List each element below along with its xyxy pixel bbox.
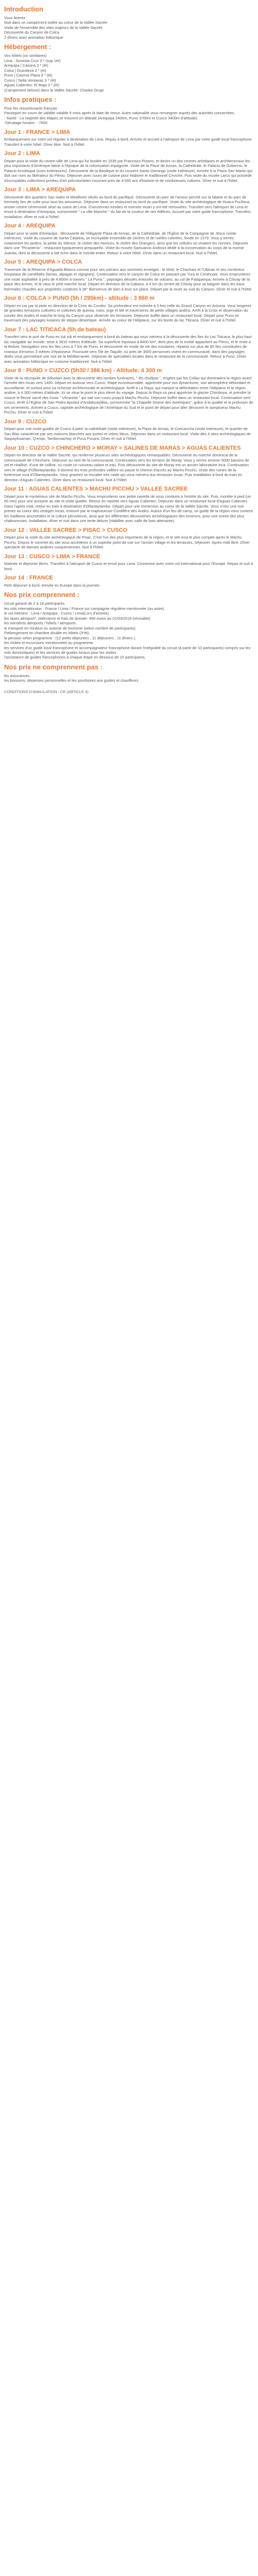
day-description: Départ pour la visite d'Arequipa : découverte de l'élégante Plaza de Armas, de la Cathédrale, de l'Église de la Compagnie de Jésus (visite intérieure). Visite du couvent de Santa Catalina, un incroyable ensemble de cloîtres et de ruelles colorées, fondé en 1579. Vous y verrez notamment les jardins, la petite du Silence, le cloître des Novices, le cloître des Orangers, ainsi que les cellules où vivaient les nonnes. Déjeuner dans une "Picantería" : restaurant typiquement arequipeño. Visite du musée Santuarios Andinos dédié à la conservation du corps de la momie Juanita, dont la découverte a fait écho dans le monde entier. Retour à votre hôtel. Dîner dans un restaurant local. Nuit à l'hôtel. [4,231,249,255]
day-block-8 [4,367,254,415]
day-title: Jour 7 : LAC TITICACA (5h de bateau) [4,326,106,333]
day-title: Jour 14 : FRANCE [4,575,53,581]
day-block-11 [4,486,254,523]
intro-line: Vous ânerez : [4,15,28,20]
cancellation-conditions: CONDITIONS D'ANNULATION : CR (ARTICLE 4) [4,689,89,694]
included-item: le transport en minibus ou autocar de tourisme (selon nombre de participants). [4,625,137,631]
infos-section [4,96,254,126]
day-block-6 [4,295,254,323]
day-title: Jour 4 : AREQUIPA [4,223,56,229]
hotel-line: Aguas Calientes: El Mapi 3 * (ét) [4,83,59,88]
hotel-line: (Campement deluxe) dans la Vallée Sacrée: Chaska Ocupi [4,87,104,93]
day-title: Jour 6 : COLCA > PUNO (5h / 295km) - altitude : 3 860 m [4,295,155,302]
info-line: - Santé : La majorité des étapes se trouvent en altitude (Arequipa 2400m, Puno 3700m et Cusco 3400m d'altitude) [4,115,198,120]
day-description: Départ en direction de la Vallée Sacrée, qui renferme plusieurs sites archéologiques remarquables. Découverte du marché dominical de la communauté de Chinchero. Déjeuner au sein de la communauté. Continuation vers les terrains de Moray. Vous y verrez environ 5000 bassins de sel et nitallisé, d'une de colline, où coule un ruisseau salant et eau. Puis découverte du site de Moray est un ancien laboratoire inca. Continuation vers le village d'Ollantaytambo. Il domine les trois profondes vallées où passe le chemin d'accès au Machu Picchu. Visite des ruines de la forteresse inca d'Ollantaytambo. Vous gravirez un escalier très raide qui vous mènera aux terrasses Incas. Puis installation à bord du train en direction d'Aguas Calientes. Dîner dans un restaurant local. Nuit à l'hôtel. [4,453,249,482]
price-excludes-heading: Nos prix ne comprennent pas : [4,663,103,671]
day-description: Départ en car par la piste en direction de la Croix du Condor. Sa profondeur est estimée à 3 fois celle du Grand Canyon en Arizona. Vous longerez de grandes terrasses cultivées et cultivées de quinoa, maïs, orge et blé et traverserez de petits villages andins. Arrêt à la Croix et observation du condor des Andes et marche le long du Canyon pour observer les terrasses. Déjeuner buffet dans un restaurant local. Départ pour Puno en traversant des paysages lunaires de steppe désertique. Arrivée au coeur de l'Altiplano, sur les bords du lac Titicaca. Dîner et nuit à l'hôtel. [4,303,252,323]
hotel-line: Colca | Grandeza 3 * (ét) [4,68,46,73]
included-item: circuit garanti de 2 à 18 participants. [4,601,66,606]
day-title: Jour 2 : LIMA [4,150,40,157]
day-description: Transfert vers le port de Puno en tuk tuk et embarquement à bord du bateau qui vous mènera à la découverte des îles du Lac Titicaca, le plus haut lac navigable au monde, situé à 3810 mètres d'altitude. Sa superficie équivaut à 8400 km², dont plus de la moitié appartient au Pérou, et le reste à la Bolivie. Navigation vers les îles Uros à 7 km de Puno, et découverte du mode de vie des insulaires, répartis sur plus de 60 îles constituées de roseaux d'environ 3 mètres d'épaisseur. Poursuite vers l'île de Taquile, où près de 3000 personnes vivent en communauté, dans des paysages dotés vous permettant une vue de la Méditerranée. Déjeuner de spécialités locales dans le restaurant de la communauté. Retour à Puno. Dîner avec animation folklorique en costume traditionnel. Nuit à l'hôtel. [4,334,252,364]
day-block-4 [4,223,254,255]
day-description: Petit déjeuner à bord. Arrivée en Europe dans la journée. [4,582,101,588]
day-block-7 [4,327,254,364]
day-description: Embarquement sur votre vol régulier à destination de Lima. Repas à bord. Arrivée et accueil à l'aéroport de Lima par votre guide local francophone. Transfert à votre hôtel. Dîner libre. Nuit à l'hôtel. [4,137,253,147]
intro-line: Nuit dans un campement isolée au coeur de la Vallée Sacrée [4,20,107,25]
excluded-item: les boissons, dépenses personnelles et les pourboires aux guides et chauffeurs. [4,678,139,683]
hebergement-heading: Hébergement : [4,43,52,51]
day-title: Jour 9 : CUZCO [4,418,46,425]
day-title: Jour 8 : PUNO > CUZCO (5h30 / 386 km) - Altitude: 4 300 m [4,367,162,374]
infos-heading: Infos pratiques : [4,95,57,103]
hotel-line: Arequipa | Casona 3 * (ét) [4,63,49,68]
included-item: les transferts aéroports / hôtels / aéroports. [4,621,77,626]
day-block-3 [4,187,254,219]
included-item: les visites et excursions mentionnées au programme. [4,640,94,646]
intro-line: 2 dîners avec animation folklorique [4,35,63,40]
day-title: Jour 10 : CUZCO > CHINCHERO > MORAY > SALINES DE MARAS > AGUAS CALIENTES [4,444,241,451]
included-item: les taxes aéroport*, redevance et frais de dossier: 490 euros au 01/03/2019 (révisable) [4,616,151,621]
included-item: les vols internationaux : France / Lima / France sur compagnie régulière mentionnée (ou autre). [4,606,165,611]
day-description: Visite de la nécropole de Sillustani avec la découverte des tombes funéraires, " les chullpas ", érigées par les Collas qui dominaient la région avant l'arrivée des Incas vers 1400. Départ en autocar vers Cusco, étape incontournable, appréciée pour son dynamisme, son atmosphère débordant et accueillante, et surtout pour sa richesse architecturale et archéologique. Arrêt à La Raya, qui marque la délimitation entre l'Altiplano et la région andine, à 4 300 mètres d'altitude. Ici se situe le point le plus élevé du voyage. Depuis la Raya on peut apprécier le glacier Chimboya, et prendre la source le fleuve sacré des Incas " Vilcanota " qui sait son cours jusqu'à Machu Picchu. Déjeuner buffet dans un restaurant local. Continuation vers Cusco. Arrêt à l'Eglise de San Pedro Apostol d'Andahuaylillas, surnommée "la Chapelle Sixtine des Amériques", grâce à la qualité et la profusion de ses ornements. Arrivée à Cusco, capitale archéologique de l'Amérique du Sud et le point de départ pour aller découvrir le somptueux Machu Picchu. Dîner et nuit à l'hôtel. [4,375,253,415]
itinerary-section [4,129,254,588]
day-title: Jour 12 : VALLEE SACREE > PISAC > CUSCO [4,527,127,533]
day-description: Découverte des quartiers San Isidro et Miraflores situés au bord du pacifique. Découverte du parc de l'amour perché sur la falaise et du parc de Kennedy lieu de culte pour tous les amoureux. Déjeuner dans un restaurant au bord du pacifique. Visite du site archéologique de Huaca Pucllana, ancien centre cérémoniel situé au coeur de Lima. D'anciennes tombes et momies Huari y ont été retrouvées. Transfert vers l'aéroport de Lima et envol à destination d'Arequipa, surnommée " La ville blanche " du fait de la couleur de ses édifices. Accueil par votre guide francophone. Transfert, installation, dîner et nuit à l'hôtel. [4,194,252,219]
hotel-line: Puno | Casona Plaza 3 * (ét) [4,73,53,78]
day-block-1 [4,129,254,147]
price-includes-heading: Nos prix comprennent : [4,591,79,599]
intro-heading: Introduction [4,5,43,13]
excluded-item: les assurances. [4,673,31,678]
hotel-line: Cusco | Sella Ventanas 3 * (ét) [4,78,56,83]
included-item: les services d'un guide local francophone et accompagnateur francophone durant l'intégralité du circuit (à partir de 10 participants) compris sur les vols domestiques) et les services de guides locaux pour les visites. [4,645,251,655]
day-block-9 [4,419,254,441]
hotel-line: Lima : Sonesta Cruz 3 * (sup 1ét) [4,58,61,63]
day-block-12 [4,527,254,550]
included-item: l'hébergement en chambre double en hôtels (3*ét). [4,631,90,636]
included-item: la pension selon programme : (12 petits déjeuners , 11 déjeuners , 11 dîners ). [4,635,136,640]
included-item: le vol intérieur : Lima / Arequipa - Cuzco / Lima(Lors d'arrivée). [4,611,110,616]
info-line: Passeport en cours de validité valable 6 mois après la date de retour. Autre nationalité vous renseigner auprès des autorités concernées. [4,111,235,116]
price-includes-section [4,591,254,660]
document-page [0,0,258,701]
day-title: Jour 11 : AGUAS CALIENTES > MACHU PICCHU > VALLEE SACREE [4,486,188,493]
day-title: Jour 5 : AREQUIPA > COLCA [4,259,82,266]
day-block-10 [4,445,254,482]
hotel-line: Vos hôtels (ou similaires) [4,53,47,58]
hebergement-section [4,43,254,93]
day-description: Départ pour le mystérieux site de Machu Picchu. Vous emprunterez une petite navette de vous conduira à l'entrée du site. Puis, montée à pied (un 60 min) pour une avoisine au site et visite guidée. Retour en navette vers Aguas Calientes. Déjeuner dans un restaurant local d'Aguas Calientes. Dans l'après midi, retour en train à destination d'Ollantaytambo. Départ pour une immersion au coeur de la Vallée Sacrée. Vous n'irez une nuit prenez au coeur des vestiges Incas, entouré par la majestueuse Cordillère des Andes. Autour d'un feu de camp, un guide de la région vous contera les traditions ancestrales et la culture péruvienne, ainsi que les différentes découvertes archéologiques des environs, pour une soirée des plus chaleureuses. Installation, dîner et nuit dans une tente deluxe (Habillée avec salle de bain attenante). [4,494,253,524]
info-line: Pour les ressortissants français : [4,105,59,111]
info-line: -Décalage horaire : -7h00 [4,120,47,126]
intro-line: Visite de l'ensemble des sites majeurs de la Vallée Sacrée [4,25,103,30]
price-excludes-section [4,664,254,683]
day-block-2 [4,150,254,183]
day-block-14 [4,575,254,588]
day-description: Matinée et déjeuner libres. Transfert à l'aéroport de Cusco et envol pour Lima. Connexion avec votre vol international pour l'Europe. Repas et nuit à bord. [4,561,253,571]
day-title: Jour 1 : FRANCE > LIMA [4,129,71,135]
day-description: Départ pour la visite du site archéologique de Pisac. C'est l'un des plus importants de la région, et le site inca le plus complet après le Machu Picchu. Depuis le sommet du site vous accéderez à un superbe point de vue sur l'ancien village et les terrasses. Déjeuner. Après-midi libre. Dîner spectacle de danses andines cusqueniennes. Nuit à l'hôtel. [4,535,250,550]
day-title: Jour 13 : CUSCO > LIMA > FRANCE [4,553,101,560]
intro-line: Découverte du Canyon de Colca [4,30,59,35]
day-block-5 [4,259,254,292]
included-item: l'assistance de guides francophones à chaque étape en dessous de 10 participants. [4,655,146,660]
day-block-13 [4,554,254,572]
intro-section [4,6,254,40]
day-title: Jour 3 : LIMA > AREQUIPA [4,187,76,193]
day-description: Départ pour la visite du centre-ville de Lima qui fut fondée en 1535 par Francisco Pizarro, et devint un des centres artistiques et architecturaux les plus importants d'Amérique latine à l'époque de la colonisation espagnole. Visite de la Place de Armas, la Cathédrale, le Palacio de Gobierno, le Palacio Arzobispal (vues extérieures). Découverte de la Basilique et du couvent Santo Domingo (visite intérieure). Arrivée à la Plaza San Martin qui doit son nom au libérateur du Pérou. Déjeuner avec cours de cuisine pour élaborer le traditionnel Ceviche. Puis visite du musée Larco qui possède d'incroyables collections privées d'art précolombien couvrant près de 4 000 ans d'histoire et de nombreuses cultures. Dîner et nuit à l'hôtel. [4,159,253,183]
day-description: Traversée de la Réserve d'Aguada Blanca connue pour ses volcans aux sommets enneigés : le Misti, le Chachani et l'Ubinas et ses nombreux troupeaux de camélidés (lamas, alpagas et vigognes). Continuation vers le canyon de Colca en passant par Yura et Cerahuasi. Vous emprunterez une route asphaltée à près de 4 800m à travers " La Puna ", paysages désolés entourés de volcans, au col de Patapampa. Arrivée à Chivay de la place des Armes, et le vaux le petit marché local. Départ en direction de la Cabana, à 4 km du centre de Chivay pour se baigner dans les eaux thermales chaudes aux propriétés curatives à 38° Bienvenus de bien à tous sur place. Départ par la route au sud du Canyon. Dîner et nuit à l'hôtel. [4,267,252,292]
day-description: Départ pour une visite guidée de Cusco à pied: la cathédrale (visite intérieure), la Plaza de Armas, le Coricancha (visite intérieure), le quartier de San Blas caractérisé par ses maisons blanches aux portes et volets bleus. Déjeuner dans un restaurant local. Visite des 4 sites archéologiques de Saqsayhuaman, Q'enqo, Tambomachay et Puca Pucara. Dîner et nuit à l'hôtel. [4,426,251,441]
